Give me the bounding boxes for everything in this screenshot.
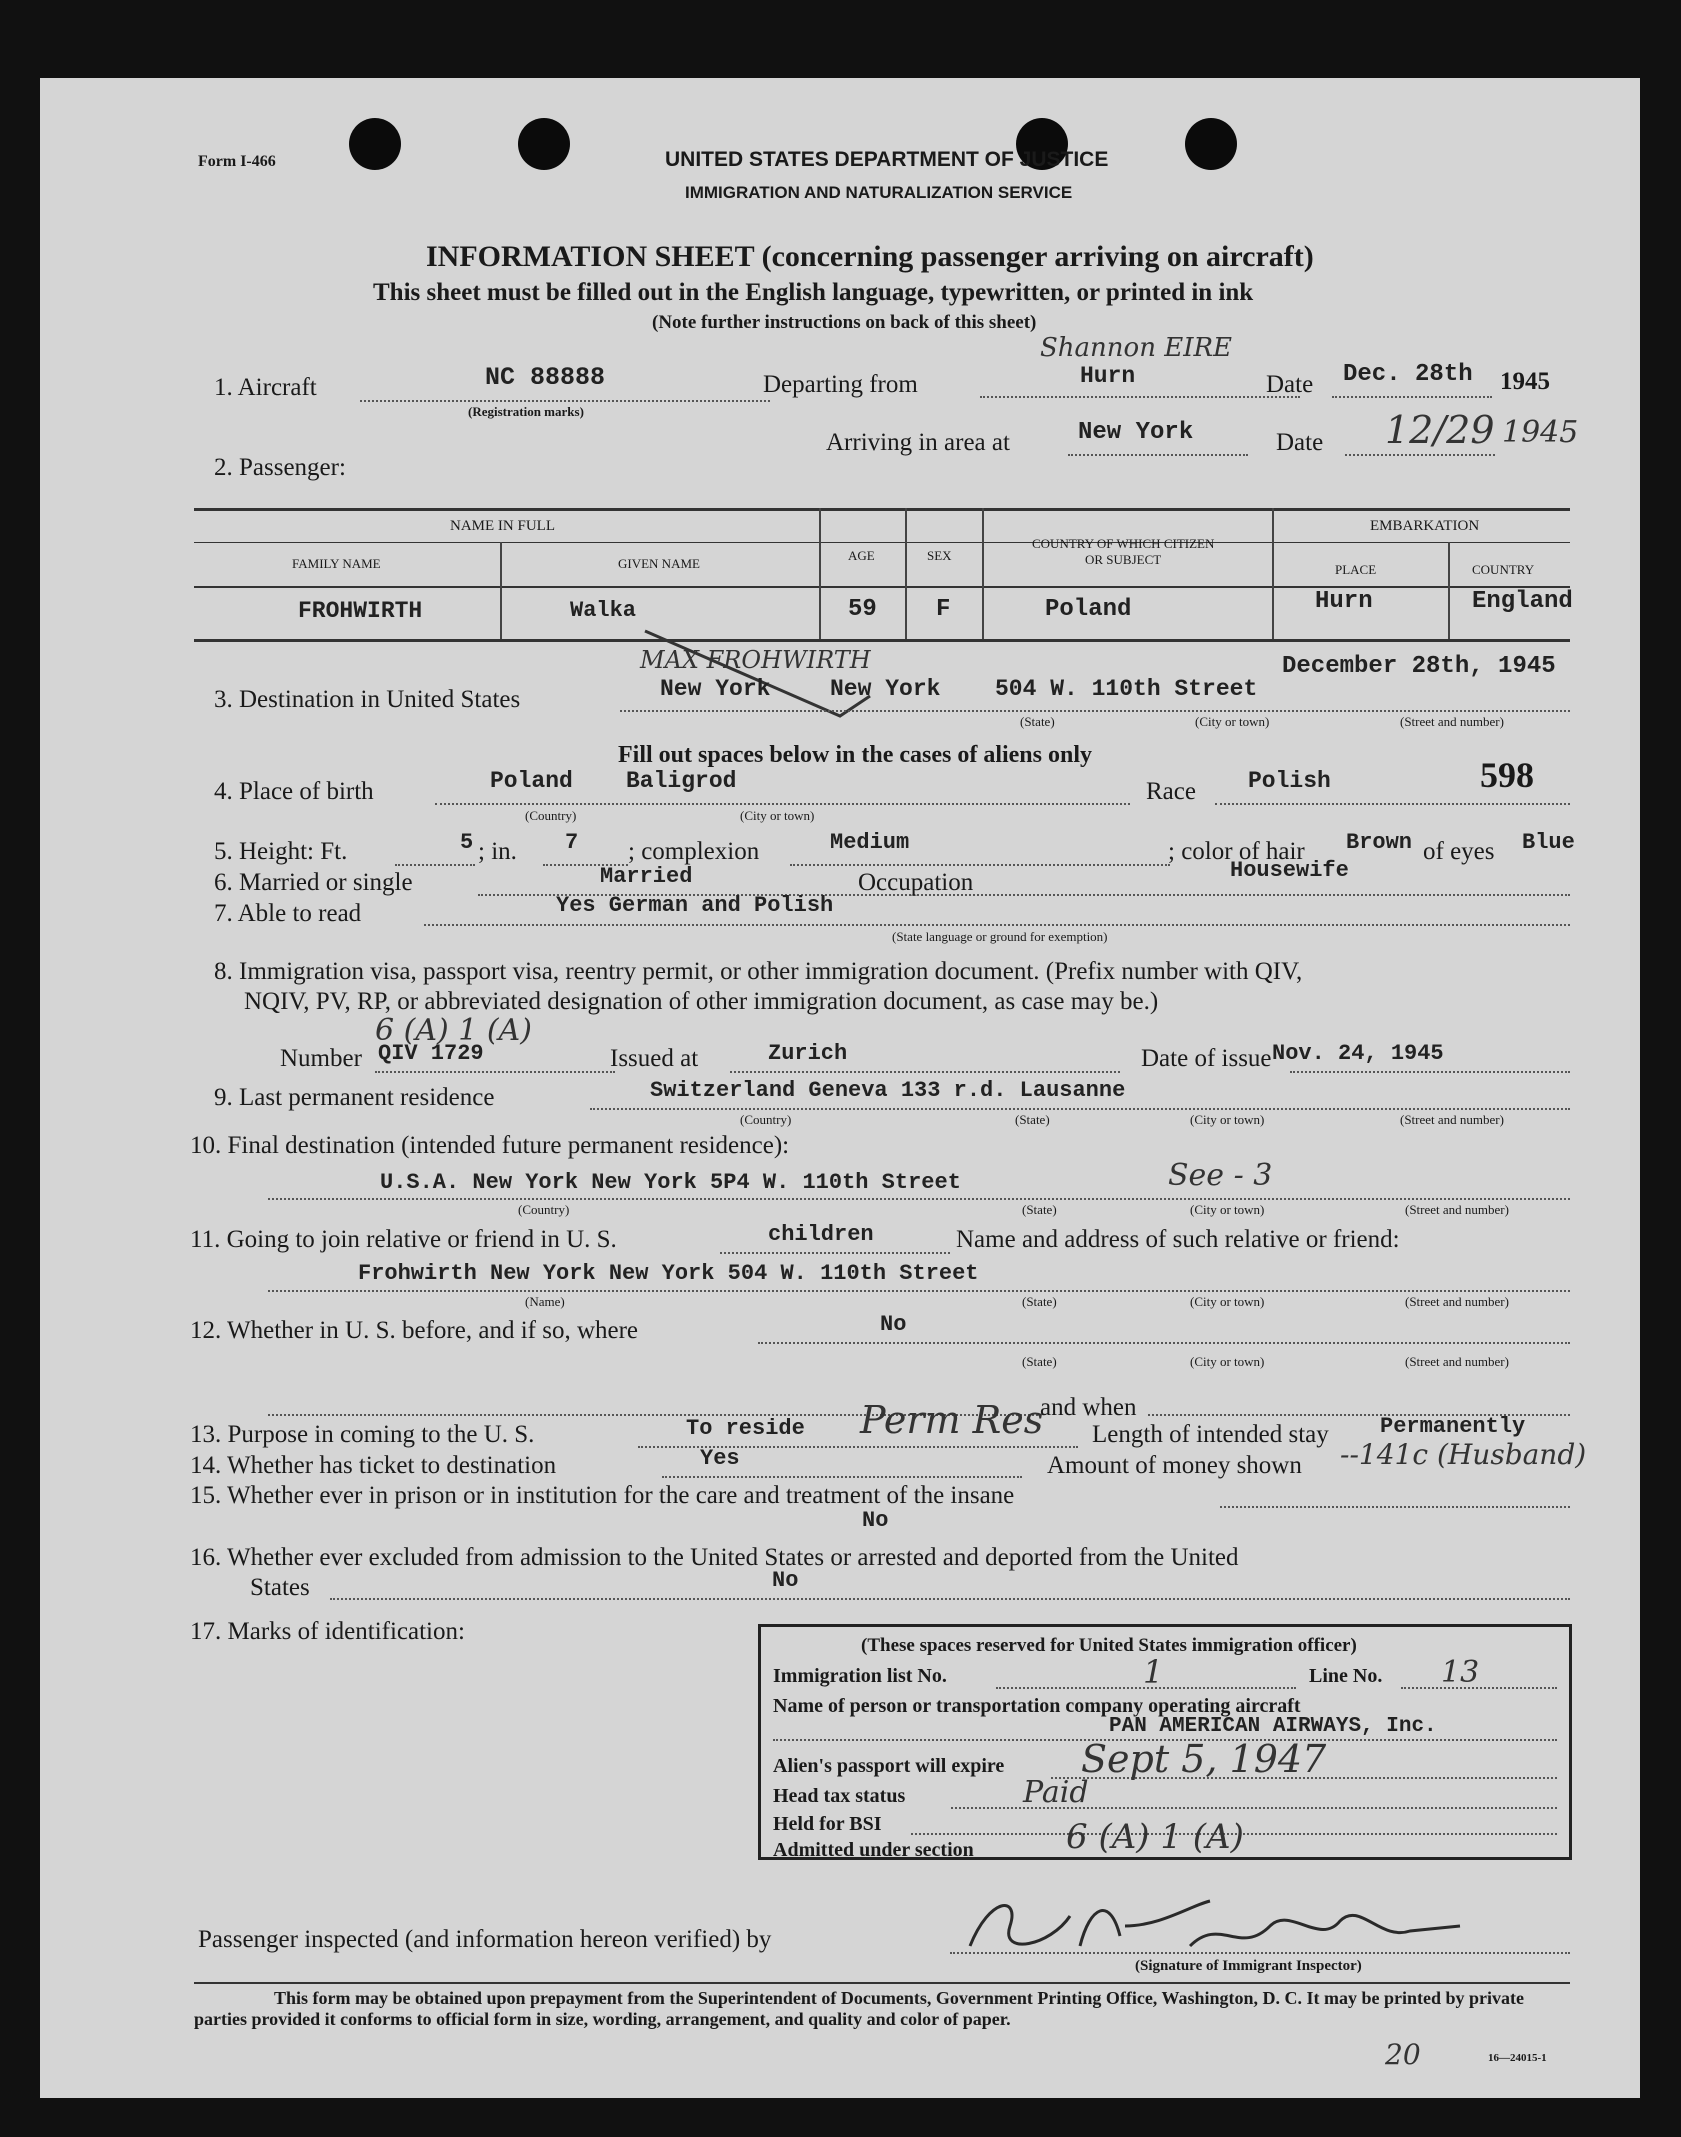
- arrival-date-line: [1345, 454, 1495, 456]
- birth-country-caption: (Country): [525, 808, 577, 823]
- birth-label: 4. Place of birth: [214, 778, 374, 805]
- race-label: Race: [1146, 778, 1196, 805]
- embarkation-header: EMBARKATION: [1370, 518, 1480, 534]
- sex-header: SEX: [927, 548, 952, 563]
- aircraft-value: NC 88888: [485, 363, 606, 392]
- sheet-instruction: This sheet must be filled out in the English language, typewritten, or printed in ink: [373, 279, 1254, 306]
- money-label: Amount of money shown: [1047, 1452, 1302, 1479]
- place-header: PLACE: [1335, 562, 1377, 577]
- embark-country-cell: England: [1472, 588, 1573, 615]
- arrival-date-label: Date: [1276, 429, 1324, 456]
- join-line: [268, 1290, 1570, 1292]
- last-residence-label: 9. Last permanent residence: [214, 1084, 495, 1111]
- departure-date: Dec. 28th: [1343, 361, 1473, 388]
- residence-country-caption: (Country): [740, 1112, 792, 1127]
- form-number: Form I-466: [198, 153, 276, 170]
- punch-hole: [518, 118, 570, 170]
- before-label: 12. Whether in U. S. before, and if so, where: [190, 1317, 639, 1344]
- aircraft-label: 1. Aircraft: [214, 374, 317, 401]
- prison-label: 15. Whether ever in prison or in institution for the care and treatment of the insane: [190, 1482, 1015, 1509]
- table-divider: [1448, 542, 1450, 639]
- section-value: 6 (A) 1 (A): [1066, 1817, 1244, 1857]
- aircraft-line: [360, 400, 770, 402]
- birth-line: [435, 803, 1130, 805]
- destination-handwritten: MAX FROHWIRTH: [640, 646, 871, 674]
- final-destination-handwritten: See - 3: [1168, 1158, 1273, 1193]
- join-name-label: Name and address of such relative or friend:: [956, 1226, 1400, 1253]
- officer-box-title: (These spaces reserved for United States immigration officer): [861, 1635, 1357, 1656]
- footer-code: 16—24015-1: [1488, 2052, 1547, 2064]
- table-bottom-border: [194, 639, 1570, 642]
- marital-value: Married: [600, 864, 693, 889]
- final-destination-line: [268, 1198, 1570, 1200]
- visa-date-label: Date of issue: [1141, 1045, 1272, 1072]
- last-residence-line: [590, 1108, 1570, 1110]
- final-state-caption: (State): [1022, 1202, 1057, 1217]
- destination-line: [620, 710, 1570, 712]
- name-in-full-header: NAME IN FULL: [450, 518, 555, 534]
- table-mid-border: [194, 542, 1570, 543]
- residence-city-caption: (City or town): [1190, 1112, 1265, 1127]
- departure-date-line: [1332, 396, 1492, 398]
- ticket-value: Yes: [700, 1446, 740, 1471]
- section-label: Admitted under section: [773, 1839, 974, 1861]
- officer-box: [758, 1624, 1572, 1860]
- purpose-label: 13. Purpose in coming to the U. S.: [190, 1421, 535, 1448]
- aliens-note: Fill out spaces below in the cases of aliens only: [618, 742, 1093, 768]
- registration-caption: (Registration marks): [468, 404, 584, 419]
- hair-label: ; color of hair: [1168, 838, 1305, 865]
- departing-line: [980, 396, 1300, 398]
- age-header: AGE: [848, 548, 875, 563]
- final-destination-value: U.S.A. New York New York 5P4 W. 110th Street: [380, 1170, 961, 1195]
- stay-label: Length of intended stay: [1092, 1421, 1329, 1448]
- final-country-caption: (Country): [518, 1202, 570, 1217]
- form-sheet: [40, 78, 1640, 2098]
- read-caption: (State language or ground for exemption): [892, 929, 1108, 944]
- residence-street-caption: (Street and number): [1400, 1112, 1504, 1127]
- visa-handwritten: 6 (A) 1 (A): [375, 1013, 532, 1048]
- height-feet: 5: [460, 830, 474, 855]
- table-divider: [500, 542, 502, 639]
- country-emb-header: COUNTRY: [1472, 562, 1535, 577]
- read-value: Yes German and Polish: [556, 893, 834, 918]
- race-code: 598: [1480, 755, 1534, 795]
- prison-line: [1220, 1506, 1570, 1508]
- destination-date-note: December 28th, 1945: [1282, 653, 1556, 680]
- footer-rule: [194, 1982, 1570, 1984]
- height-inches: 7: [565, 830, 579, 855]
- join-value: Frohwirth New York New York 504 W. 110th Street: [358, 1261, 979, 1286]
- last-residence-value: Switzerland Geneva 133 r.d. Lausanne: [650, 1078, 1126, 1103]
- visa-line-1: 8. Immigration visa, passport visa, reentry permit, or other immigration document. (Prefix number with QIV,: [214, 958, 1303, 985]
- join-city-caption: (City or town): [1190, 1294, 1265, 1309]
- departing-handwritten: Shannon EIRE: [1040, 333, 1233, 363]
- footer-text: This form may be obtained upon prepayment from the Superintendent of Documents, Government Printing Office, Washington, D. C. It may be printed by private parties provided it conforms to official form in size, wording, arrangement, and quality and color of paper.: [194, 1988, 1525, 2029]
- occupation-value: Housewife: [1230, 858, 1349, 883]
- sex-cell: F: [936, 596, 951, 623]
- sheet-title: INFORMATION SHEET (concerning passenger arriving on aircraft): [426, 240, 1314, 273]
- arrival-date: 12/29: [1385, 408, 1495, 452]
- final-city-caption: (City or town): [1190, 1202, 1265, 1217]
- table-divider: [1272, 508, 1274, 639]
- visa-number: QIV 1729: [378, 1041, 484, 1066]
- excluded-value: No: [772, 1568, 799, 1593]
- join-state-caption: (State): [1022, 1294, 1057, 1309]
- purpose-handwritten: Perm Res: [860, 1398, 1044, 1442]
- visa-number-line: [375, 1071, 615, 1073]
- passport-label: Alien's passport will expire: [773, 1755, 1005, 1777]
- eyes-value: Blue: [1522, 830, 1575, 855]
- occupation-label: Occupation: [858, 869, 974, 896]
- inspection-caption: (Signature of Immigrant Inspector): [1135, 1958, 1362, 1974]
- before-when-label: and when: [1040, 1394, 1137, 1421]
- operator-label: Name of person or transportation company operating aircraft: [773, 1695, 1301, 1717]
- before-value: No: [880, 1312, 907, 1337]
- destination-street-caption: (Street and number): [1400, 714, 1504, 729]
- before-state-caption: (State): [1022, 1354, 1057, 1369]
- join-relation-line: [720, 1252, 950, 1254]
- stay-value: Permanently: [1380, 1414, 1526, 1439]
- sheet-note: (Note further instructions on back of this sheet): [652, 312, 1037, 333]
- visa-issued-at: Zurich: [768, 1041, 848, 1066]
- join-name-caption: (Name): [525, 1294, 565, 1309]
- department-title: UNITED STATES DEPARTMENT OF JUSTICE: [665, 148, 1109, 171]
- marks-label: 17. Marks of identification:: [190, 1618, 465, 1645]
- purpose-value: To reside: [686, 1416, 805, 1441]
- embark-place-cell: Hurn: [1315, 588, 1373, 615]
- destination-state: New York: [660, 676, 771, 702]
- feet-line: [395, 864, 475, 866]
- headtax-label: Head tax status: [773, 1785, 906, 1807]
- destination-state-caption: (State): [1020, 714, 1055, 729]
- country-header-2: OR SUBJECT: [1085, 552, 1162, 567]
- complexion-line: [790, 864, 1170, 866]
- birth-city: Baligrod: [626, 768, 737, 794]
- prison-value: No: [862, 1508, 889, 1533]
- family-name-header: FAMILY NAME: [292, 556, 381, 571]
- given-name-cell: Walka: [570, 598, 637, 623]
- complexion-value: Medium: [830, 830, 910, 855]
- punch-hole: [1185, 118, 1237, 170]
- visa-number-label: Number: [280, 1045, 362, 1072]
- punch-hole: [349, 118, 401, 170]
- visa-date-line: [1290, 1071, 1570, 1073]
- ticket-label: 14. Whether has ticket to destination: [190, 1452, 557, 1479]
- citizenship-cell: Poland: [1045, 596, 1132, 623]
- list-value: 1: [1143, 1653, 1164, 1691]
- destination-label: 3. Destination in United States: [214, 686, 521, 713]
- country-header: COUNTRY OF WHICH CITIZEN: [1032, 536, 1215, 551]
- table-divider: [982, 508, 984, 639]
- race-line: [1215, 803, 1570, 805]
- residence-state-caption: (State): [1015, 1112, 1050, 1127]
- arriving-value: New York: [1078, 419, 1194, 446]
- final-street-caption: (Street and number): [1405, 1202, 1509, 1217]
- height-label: 5. Height: Ft.: [214, 838, 348, 865]
- given-name-header: GIVEN NAME: [618, 556, 700, 571]
- before-city-caption: (City or town): [1190, 1354, 1265, 1369]
- bsi-label: Held for BSI: [773, 1813, 882, 1835]
- visa-issued-label: Issued at: [610, 1045, 699, 1072]
- excluded-line: [330, 1598, 1570, 1600]
- read-line: [424, 924, 1570, 926]
- complexion-label: ; complexion: [628, 838, 760, 865]
- line-value: 13: [1441, 1655, 1480, 1690]
- excluded-line-2: States: [250, 1574, 310, 1601]
- final-destination-label: 10. Final destination (intended future permanent residence):: [190, 1132, 790, 1159]
- hair-value: Brown: [1346, 830, 1413, 855]
- departure-date-label: Date: [1266, 371, 1314, 398]
- eyes-label: of eyes: [1423, 838, 1495, 865]
- race-value: Polish: [1248, 768, 1331, 794]
- table-divider: [819, 508, 821, 639]
- headtax-value: Paid: [1023, 1775, 1089, 1810]
- inspector-signature: [960, 1886, 1480, 1966]
- passenger-label: 2. Passenger:: [214, 454, 346, 481]
- table-top-border: [194, 508, 1570, 511]
- operator-value: PAN AMERICAN AIRWAYS, Inc.: [1109, 1715, 1437, 1738]
- service-title: IMMIGRATION AND NATURALIZATION SERVICE: [685, 183, 1073, 202]
- line-label: Line No.: [1309, 1665, 1383, 1687]
- money-value: --141c (Husband): [1340, 1438, 1587, 1471]
- departing-label: Departing from: [763, 371, 918, 398]
- join-label: 11. Going to join relative or friend in U. S.: [190, 1226, 617, 1253]
- join-relation: children: [768, 1222, 874, 1247]
- age-cell: 59: [848, 596, 877, 623]
- list-label: Immigration list No.: [773, 1665, 947, 1687]
- arriving-line: [1068, 454, 1248, 456]
- marital-label: 6. Married or single: [214, 869, 413, 896]
- destination-street: 504 W. 110th Street: [995, 676, 1258, 702]
- visa-issued-line: [730, 1071, 1120, 1073]
- ticket-line: [662, 1476, 1022, 1478]
- table-divider: [905, 508, 907, 639]
- inches-label: ; in.: [478, 838, 517, 865]
- inspection-label: Passenger inspected (and information hereon verified) by: [198, 1926, 772, 1953]
- excluded-line-1: 16. Whether ever excluded from admission to the United States or arrested and deported from the United: [190, 1544, 1239, 1571]
- join-street-caption: (Street and number): [1405, 1294, 1509, 1309]
- visa-date: Nov. 24, 1945: [1272, 1041, 1444, 1066]
- passport-value: Sept 5, 1947: [1081, 1737, 1327, 1781]
- birth-country: Poland: [490, 768, 573, 794]
- visa-line-2: NQIV, PV, RP, or abbreviated designation of other immigration document, as case may be.): [244, 988, 1159, 1015]
- footer-mark: 20: [1385, 2038, 1421, 2071]
- birth-city-caption: (City or town): [740, 808, 815, 823]
- family-name-cell: FROHWIRTH: [298, 598, 423, 624]
- before-street-caption: (Street and number): [1405, 1354, 1509, 1369]
- read-label: 7. Able to read: [214, 900, 362, 927]
- destination-city-caption: (City or town): [1195, 714, 1270, 729]
- departing-value: Hurn: [1080, 363, 1136, 389]
- before-line: [758, 1342, 1570, 1344]
- arriving-label: Arriving in area at: [826, 429, 1010, 456]
- arrival-year: 1945: [1502, 415, 1579, 450]
- destination-city: New York: [830, 676, 941, 702]
- departure-year: 1945: [1500, 368, 1550, 395]
